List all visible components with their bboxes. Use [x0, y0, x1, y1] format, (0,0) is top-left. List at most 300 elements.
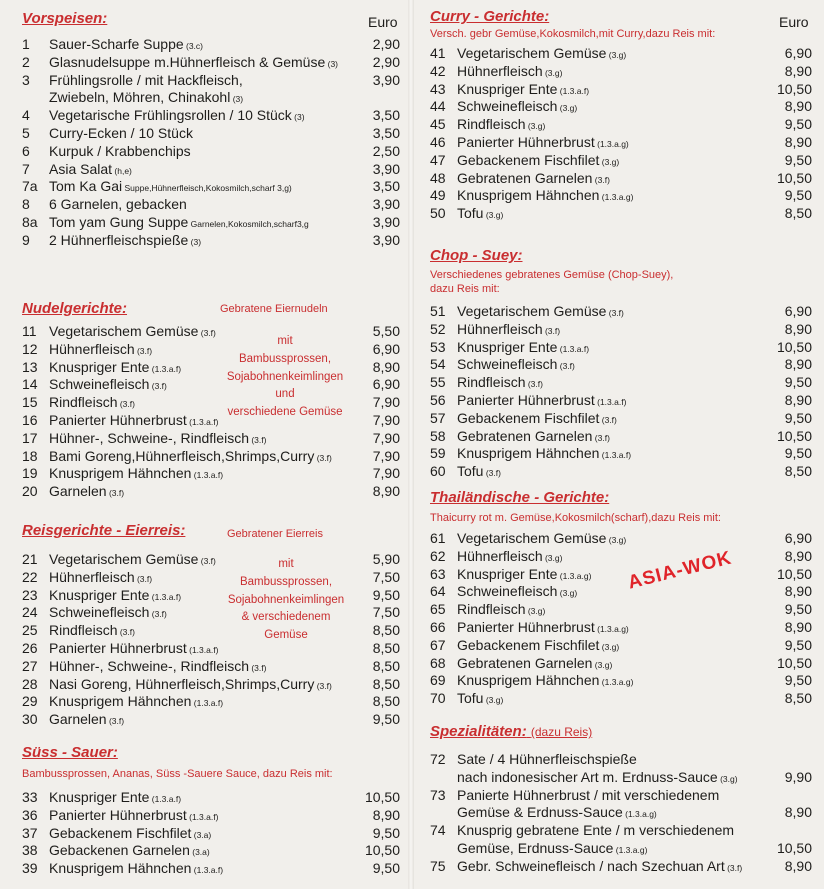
item-allergen-note: (1.3.a.f) [191, 865, 224, 876]
side-note-line: und [275, 388, 295, 401]
item-price: 3,50 [372, 107, 400, 124]
item-price: 8,90 [784, 62, 812, 79]
item-number: 68 [430, 654, 446, 671]
item-price: 8,90 [784, 320, 812, 337]
item-price: 9,50 [372, 824, 400, 841]
item-name: Panierter Hühnerbrust (1.3.a.f) [457, 391, 627, 408]
item-name: Schweinefleisch (3.g) [457, 98, 578, 115]
item-name: Gebratenen Garnelen (3.f) [457, 427, 610, 444]
section-title: Süss - Sauer: [22, 744, 118, 761]
menu-item [22, 430, 400, 448]
item-number: 14 [22, 376, 38, 393]
item-name: Knusprigem Hähnchen (1.3.a.g) [457, 672, 634, 689]
menu-item [430, 822, 812, 840]
item-number: 30 [22, 711, 38, 728]
item-name: Gebratenen Garnelen (3.f) [457, 169, 610, 186]
item-name: Hühnerfleisch (3.g) [457, 547, 563, 564]
item-number: 22 [22, 568, 38, 585]
section-rows [430, 45, 812, 223]
item-allergen-note: (1.3.a.f) [557, 343, 590, 354]
side-note-line: verschiedene Gemüse [227, 406, 343, 419]
item-allergen-note: (3.f) [134, 573, 153, 584]
menu-item [430, 303, 812, 321]
item-number: 61 [430, 530, 446, 546]
item-name: Sate / 4 Hühnerfleischspieße [457, 751, 637, 767]
item-number: 65 [430, 601, 446, 618]
item-price: 3,50 [372, 124, 400, 141]
item-price: 7,90 [372, 429, 400, 446]
item-number: 27 [22, 657, 38, 674]
item-number: 1 [22, 36, 30, 52]
item-price: 8,50 [784, 690, 812, 707]
item-price: 3,50 [372, 178, 400, 195]
item-price: 5,90 [372, 551, 400, 567]
item-number: 47 [430, 151, 446, 168]
item-price: 7,90 [372, 465, 400, 482]
item-name: Nasi Goreng, Hühnerfleisch,Shrimps,Curry (3.f) [49, 675, 332, 692]
item-number: 58 [430, 427, 446, 444]
item-number: 5 [22, 124, 30, 141]
item-name: Asia Salat (h,e) [49, 160, 132, 177]
section-rows [22, 36, 400, 250]
item-number: 20 [22, 483, 38, 500]
item-name: 2 Hühnerfleischspieße (3) [49, 231, 202, 248]
section-description: Gebratene Eiernudeln [220, 303, 328, 315]
item-allergen-note: (1.3.a.f) [599, 450, 632, 461]
item-price: 7,90 [372, 447, 400, 464]
item-name: Knusprigem Hähnchen (1.3.a.f) [49, 465, 224, 482]
menu-item [22, 125, 400, 143]
item-name: Knusprig gebratene Ente / m verschiedenem [457, 822, 735, 839]
item-allergen-note: (3.f) [248, 662, 267, 673]
item-price: 8,90 [372, 358, 400, 375]
item-name: Gebackenem Fischfilet (3.a) [49, 824, 212, 841]
item-name: Rindfleisch (3.g) [457, 116, 546, 133]
item-price: 8,90 [784, 98, 812, 115]
item-price: 5,50 [372, 323, 400, 339]
item-price: 10,50 [776, 427, 812, 444]
item-price: 6,90 [372, 376, 400, 393]
side-note-line: mit [278, 558, 294, 570]
item-number: 53 [430, 338, 446, 355]
item-number: 69 [430, 672, 446, 689]
item-allergen-note: (3.g) [525, 121, 546, 132]
item-price: 8,90 [784, 618, 812, 635]
item-allergen-note: (3.f) [606, 308, 624, 318]
section-title: Curry - Gerichte: [430, 8, 550, 25]
item-number: 41 [430, 45, 446, 61]
section-description: Gebratener Eierreis [227, 528, 323, 540]
item-price: 10,50 [776, 338, 812, 355]
item-price: 8,90 [372, 483, 400, 500]
item-name: Rindfleisch (3.f) [49, 622, 135, 639]
item-name: Curry-Ecken / 10 Stück [49, 124, 193, 141]
item-number: 29 [22, 693, 38, 710]
item-number: 2 [22, 53, 30, 70]
item-allergen-note: (3.g) [542, 67, 563, 78]
item-price: 8,50 [372, 639, 400, 656]
item-price: 10,50 [776, 839, 812, 856]
item-price: 9,50 [784, 187, 812, 204]
item-price: 8,90 [784, 356, 812, 373]
item-number: 43 [430, 80, 446, 97]
section-description: Bambussprossen, Ananas, Süss -Sauere Sauce, dazu Reis mit: [22, 768, 333, 780]
item-price: 9,50 [372, 586, 400, 603]
item-allergen-note: (1.3.a.f) [594, 396, 627, 407]
menu-item [430, 410, 812, 428]
left-column [0, 0, 410, 889]
item-allergen-note: (3.f) [314, 680, 332, 691]
item-name: Hühnerfleisch (3.f) [49, 568, 153, 585]
item-name: Panierter Hühnerbrust (1.3.a.f) [49, 411, 219, 428]
item-name: Panierter Hühnerbrust (1.3.a.g) [457, 133, 629, 150]
item-number: 38 [22, 842, 38, 859]
item-allergen-note: (3.f) [314, 452, 332, 463]
item-name: Vegetarischem Gemüse (3.f) [49, 323, 216, 339]
item-price: 10,50 [776, 654, 812, 671]
item-allergen-note: (1.3.a.f) [186, 811, 219, 822]
item-name: Tofu (3.g) [457, 690, 504, 707]
item-number: 62 [430, 547, 446, 564]
menu-item [22, 789, 400, 807]
menu-item [430, 583, 812, 601]
item-allergen-note: (3.f) [248, 434, 267, 445]
item-name: Gebackenem Fischfilet (3.g) [457, 636, 620, 653]
menu-item [22, 36, 400, 54]
item-name: Bami Goreng,Hühnerfleisch,Shrimps,Curry (3.f) [49, 447, 332, 464]
item-allergen-note: (3.f) [525, 379, 543, 390]
item-allergen-note: (1.3.a.f) [191, 470, 224, 481]
item-number: 51 [430, 303, 446, 319]
item-allergen-note: (3.g) [599, 156, 620, 167]
item-number: 37 [22, 824, 38, 841]
item-price: 9,50 [784, 445, 812, 462]
section-description: Thaicurry rot m. Gemüse,Kokosmilch(scharf),dazu Reis mit: [430, 512, 721, 524]
menu-item [430, 81, 812, 99]
menu-item [430, 63, 812, 81]
item-price: 9,90 [784, 768, 812, 785]
item-name: Vegetarischem Gemüse (3.f) [49, 551, 216, 567]
section-description: Versch. gebr Gemüse,Kokosmilch,mit Curry,dazu Reis mit: [430, 28, 716, 40]
item-name: Sauer-Scharfe Suppe (3.c) [49, 36, 204, 52]
item-allergen-note: (3.g) [557, 588, 578, 599]
item-name: Schweinefleisch (3.f) [49, 604, 167, 621]
item-allergen-note: (3.g) [606, 535, 627, 545]
menu-item [430, 445, 812, 463]
item-number: 67 [430, 636, 446, 653]
menu-item [430, 116, 812, 134]
item-price: 7,50 [372, 568, 400, 585]
side-note-line: Bambussprossen, [239, 575, 333, 588]
section-title: Reisgerichte - Eierreis: [22, 522, 186, 539]
item-name: Garnelen (3.f) [49, 711, 125, 728]
menu-item [430, 374, 812, 392]
menu-item [22, 658, 400, 676]
side-note-line: Gemüse [264, 629, 308, 642]
item-number: 75 [430, 857, 446, 874]
item-number: 74 [430, 822, 446, 839]
item-number: 9 [22, 231, 30, 248]
menu-item [22, 860, 400, 878]
item-name: Knuspriger Ente (1.3.a.g) [457, 565, 592, 582]
item-name: Zwiebeln, Möhren, Chinakohl (3) [49, 89, 244, 106]
section-title: Vorspeisen: [22, 10, 108, 27]
item-name: Hühner-, Schweine-, Rindfleisch (3.f) [49, 657, 267, 674]
section-description: Verschiedenes gebratenes Gemüse (Chop-Suey), [430, 269, 674, 281]
menu-item [430, 321, 812, 339]
section-rows [430, 530, 812, 708]
section-subtitle: (dazu Reis) [530, 725, 593, 739]
item-number: 6 [22, 142, 30, 159]
section-rows [430, 303, 812, 481]
item-name: Hühnerfleisch (3.f) [457, 320, 561, 337]
item-allergen-note: (3.f) [117, 399, 135, 410]
section-rows [22, 789, 400, 878]
menu-item [430, 655, 812, 673]
item-name: Knuspriger Ente (1.3.a.f) [49, 586, 182, 603]
item-allergen-note: (3.f) [592, 174, 610, 185]
item-name: Schweinefleisch (3.f) [457, 356, 575, 373]
item-name: Rindfleisch (3.f) [457, 374, 543, 391]
item-price: 2,50 [372, 142, 400, 159]
item-name: Schweinefleisch (3.g) [457, 583, 578, 600]
item-number: 60 [430, 463, 446, 480]
item-number: 63 [430, 565, 446, 582]
item-number: 70 [430, 690, 446, 707]
item-price: 8,50 [372, 622, 400, 639]
item-name: Frühlingsrolle / mit Hackfleisch, [49, 71, 243, 88]
item-allergen-note: (3.f) [557, 361, 575, 372]
item-name: Tofu (3.f) [457, 463, 501, 480]
item-number: 8a [22, 213, 38, 230]
item-number: 64 [430, 583, 446, 600]
item-name: Rindfleisch (3.f) [49, 394, 135, 411]
item-number: 66 [430, 618, 446, 635]
item-number: 13 [22, 358, 38, 375]
menu-item [22, 448, 400, 466]
item-name: Gebratenen Garnelen (3.g) [457, 654, 613, 671]
item-number: 73 [430, 786, 446, 803]
item-number: 15 [22, 394, 38, 411]
menu-item [22, 807, 400, 825]
menu-item [430, 45, 812, 63]
item-price: 8,90 [784, 804, 812, 821]
item-price: 8,50 [784, 205, 812, 222]
section-title: Chop - Suey: [430, 247, 523, 264]
item-number: 57 [430, 409, 446, 426]
item-price: 10,50 [364, 789, 400, 805]
menu-item [22, 54, 400, 72]
menu-item [430, 428, 812, 446]
item-name: Hühner-, Schweine-, Rindfleisch (3.f) [49, 429, 267, 446]
item-price: 9,50 [784, 601, 812, 618]
item-price: 9,50 [784, 672, 812, 689]
item-name: Knuspriger Ente (1.3.a.f) [457, 338, 590, 355]
menu-item [430, 530, 812, 548]
section-chop-suey [430, 247, 812, 481]
item-name: Tofu (3.g) [457, 205, 504, 222]
section-rows [430, 751, 812, 876]
item-name: Hühnerfleisch (3.g) [457, 62, 563, 79]
item-name: Vegetarischem Gemüse (3.g) [457, 45, 627, 61]
item-number: 42 [430, 62, 446, 79]
item-allergen-note: (3.g) [525, 606, 546, 617]
item-name: Hühnerfleisch (3.f) [49, 340, 153, 357]
item-price: 3,90 [372, 196, 400, 213]
item-allergen-note: (1.3.a.f) [149, 794, 182, 804]
item-price: 3,90 [372, 213, 400, 230]
item-number: 12 [22, 340, 38, 357]
item-name: Schweinefleisch (3.f) [49, 376, 167, 393]
menu-item [430, 601, 812, 619]
item-allergen-note: (3.f) [592, 432, 610, 443]
item-price: 9,50 [784, 636, 812, 653]
item-number: 17 [22, 429, 38, 446]
item-allergen-note: (1.3.a.f) [149, 591, 182, 602]
menu-item [430, 463, 812, 481]
menu-item [430, 205, 812, 223]
item-number: 48 [430, 169, 446, 186]
item-number: 59 [430, 445, 446, 462]
item-allergen-note: (3.g) [599, 641, 620, 652]
section-title [430, 723, 812, 741]
euro-header: Euro [368, 14, 398, 30]
item-price: 10,50 [776, 169, 812, 186]
menu-item [430, 619, 812, 637]
side-note-line: & verschiedenem [241, 611, 331, 624]
item-price: 8,90 [784, 391, 812, 408]
item-allergen-note: (3.f) [483, 468, 501, 479]
section-title-text: Spezialitäten: [430, 723, 527, 740]
item-allergen-note: (3.f) [724, 862, 743, 873]
section-curry [430, 8, 812, 223]
menu-item [22, 72, 400, 90]
section-description-line2: dazu Reis mit: [430, 283, 500, 295]
item-name: Panierter Hühnerbrust (1.3.a.f) [49, 639, 219, 656]
item-price: 3,90 [372, 160, 400, 177]
item-allergen-note: (3.f) [117, 627, 135, 638]
item-name: Panierte Hühnerbrust / mit verschiedenem [457, 786, 720, 803]
item-name: Knusprigem Hähnchen (1.3.a.f) [49, 860, 224, 877]
menu-item [22, 842, 400, 860]
item-price: 2,90 [372, 53, 400, 70]
item-allergen-note: (3.g) [542, 552, 563, 563]
item-price: 7,90 [372, 411, 400, 428]
menu-item [22, 232, 400, 250]
item-price: 9,50 [784, 151, 812, 168]
menu-item [430, 356, 812, 374]
item-name: Rindfleisch (3.g) [457, 601, 546, 618]
item-allergen-note: (1.3.a.g) [594, 138, 629, 149]
item-allergen-note: (1.3.a.f) [149, 363, 182, 374]
menu-item [22, 483, 400, 501]
menu-item [430, 690, 812, 708]
side-note-line: Bambussprossen, [238, 352, 332, 365]
menu-item [22, 214, 400, 232]
asia-wok-logo: ASIA-WOK [625, 547, 734, 594]
menu-item [22, 178, 400, 196]
item-price: 3,90 [372, 71, 400, 88]
item-name: Tom Ka Gai Suppe,Hühnerfleisch,Kokosmilch,scharf 3,g) [49, 178, 292, 195]
item-name: Gebackenen Garnelen (3.a) [49, 842, 210, 859]
side-note-line: mit [277, 335, 293, 347]
item-price: 8,90 [784, 133, 812, 150]
menu-item [430, 566, 812, 584]
item-number: 28 [22, 675, 38, 692]
item-price: 8,90 [372, 806, 400, 823]
menu-item [22, 89, 400, 107]
euro-header: Euro [779, 14, 809, 30]
item-price: 10,50 [364, 842, 400, 859]
item-price: 6,90 [784, 530, 812, 546]
item-price: 7,50 [372, 604, 400, 621]
item-allergen-note: (3.a) [189, 847, 210, 858]
item-allergen-note: (3.c) [183, 41, 204, 51]
item-allergen-note: (3) [291, 112, 305, 123]
item-number: 49 [430, 187, 446, 204]
item-number: 7 [22, 160, 30, 177]
menu-item [430, 98, 812, 116]
menu-item [22, 107, 400, 125]
item-number: 3 [22, 71, 30, 88]
item-price: 8,90 [784, 547, 812, 564]
item-allergen-note: (1.3.a.f) [557, 85, 590, 96]
section-title: Nudelgerichte: [22, 300, 128, 317]
item-price: 9,50 [784, 116, 812, 133]
item-price: 9,50 [372, 711, 400, 728]
menu-item [430, 804, 812, 822]
item-allergen-note: (3.g) [557, 103, 578, 114]
item-number: 24 [22, 604, 38, 621]
item-allergen-note: (3) [325, 58, 339, 69]
section-spezialitaeten [430, 723, 812, 876]
item-allergen-note: (1.3.a.f) [186, 416, 219, 427]
menu-item [22, 161, 400, 179]
item-price: 6,90 [784, 303, 812, 319]
menu-item [430, 152, 812, 170]
menu-item [430, 392, 812, 410]
item-number: 25 [22, 622, 38, 639]
item-price: 3,90 [372, 231, 400, 248]
item-name: Gebackenem Fischfilet (3.g) [457, 151, 620, 168]
menu-item [22, 711, 400, 729]
item-number: 18 [22, 447, 38, 464]
item-name: nach indonesischer Art m. Erdnuss-Sauce (3.g) [457, 768, 738, 785]
item-price: 8,90 [784, 583, 812, 600]
section-suess-sauer [22, 744, 400, 878]
item-name: Garnelen (3.f) [49, 483, 125, 500]
item-allergen-note: (3.f) [542, 325, 561, 336]
item-number: 54 [430, 356, 446, 373]
menu-item [22, 676, 400, 694]
item-number: 50 [430, 205, 446, 222]
item-price: 9,50 [372, 860, 400, 877]
item-allergen-note: (1.3.a.f) [186, 644, 219, 655]
section-vorspeisen [22, 10, 400, 250]
menu-item [430, 858, 812, 876]
right-column [412, 0, 824, 889]
menu-item [430, 170, 812, 188]
item-price: 7,90 [372, 394, 400, 411]
item-allergen-note: (3.f) [134, 345, 153, 356]
item-allergen-note: (3.a) [191, 829, 212, 840]
item-number: 44 [430, 98, 446, 115]
item-name: Gemüse & Erdnuss-Sauce (1.3.a.g) [457, 804, 657, 821]
item-allergen-note: Garnelen,Kokosmilch,scharf3,g [188, 218, 309, 229]
menu-item [430, 769, 812, 787]
item-allergen-note: (1.3.a.g) [557, 570, 592, 581]
item-allergen-note: (3.f) [198, 556, 216, 566]
